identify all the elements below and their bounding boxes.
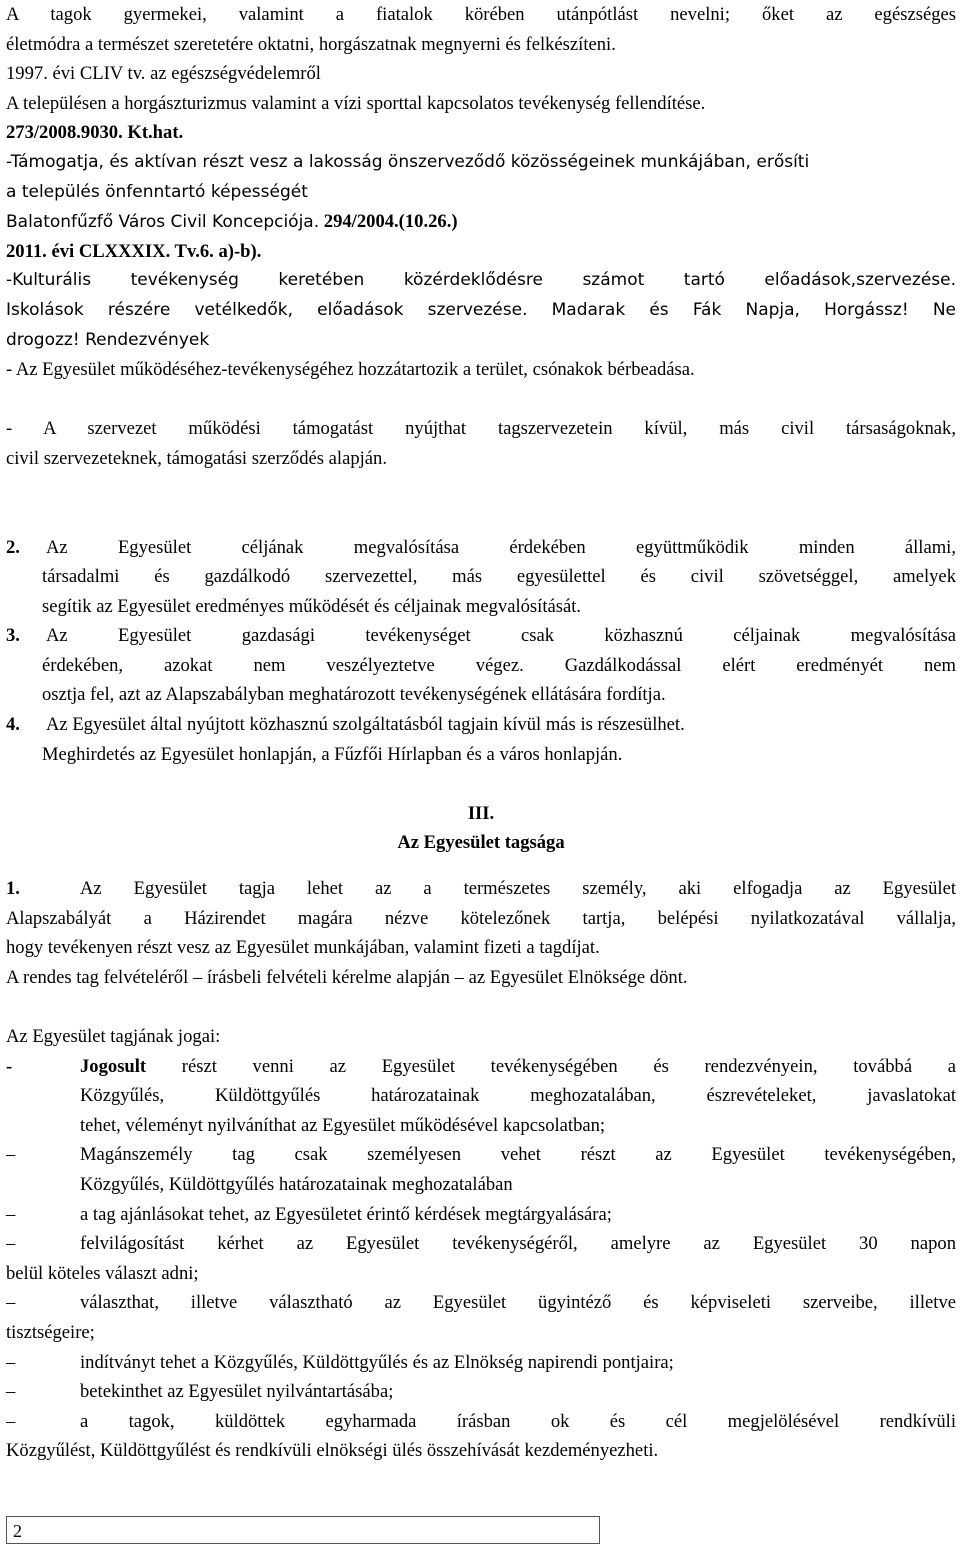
text-line: drogozz! Rendezvények	[6, 329, 210, 350]
text-line: társadalmi és gazdálkodó szervezettel, más egyesülettel és civil szövetséggel, amelyek	[42, 566, 956, 588]
list-dash: –	[6, 1292, 16, 1314]
membership-point-1	[6, 874, 956, 904]
right-text: Magánszemély tag csak személyesen vehet részt az Egyesület tevékenységében,	[80, 1144, 956, 1166]
text-line: - Az Egyesület működéséhez-tevékenységéhez hozzátartozik a terület, csónakok bérbeadása.	[6, 359, 695, 381]
right-item-2	[6, 1140, 956, 1170]
page-number: 2	[13, 1521, 22, 1541]
text-line: életmódra a természet szeretetére oktatni, horgászatnak megnyerni és felkészíteni.	[6, 33, 616, 55]
point-4	[6, 710, 956, 740]
concept-ref	[6, 207, 956, 237]
text-line: Meghirdetés az Egyesület honlapján, a Fűzfői Hírlapban és a város honlapján.	[42, 743, 623, 765]
text-line: -Kulturális tevékenység keretében közérdeklődésre számot tartó előadások,szervezése.	[6, 270, 956, 291]
text-line: Közgyűlés, Küldöttgyűlés határozatainak meghozatalában, észrevételeket, javaslatokat	[80, 1085, 956, 1107]
right-item-1	[6, 1052, 956, 1082]
list-dash: -	[6, 1055, 13, 1077]
page-number-box	[6, 1516, 600, 1544]
right-item-4	[6, 1229, 956, 1259]
right-item-8	[6, 1407, 956, 1437]
text-line: Közgyűlés, Küldöttgyűlés határozatainak meghozatalában	[80, 1173, 513, 1195]
text-line: Közgyűlést, Küldöttgyűlést és rendkívüli elnökségi ülés összehívását kezdeményezheti.	[6, 1440, 659, 1462]
resolution-ref	[6, 118, 956, 148]
text-line: hogy tevékenyen részt vesz az Egyesület munkájában, valamint fizeti a tagdíjat.	[6, 937, 600, 959]
text-line: A rendes tag felvételéről – írásbeli felvételi kérelme alapján – az Egyesület Elnöksége dönt.	[6, 966, 688, 988]
point-3	[6, 621, 956, 651]
text-line: tehet, véleményt nyilváníthat az Egyesület működésével kapcsolatban;	[80, 1114, 606, 1136]
text-line: civil szervezeteknek, támogatási szerződés alapján.	[6, 447, 387, 469]
document-page	[6, 0, 956, 1466]
right-item-7	[6, 1377, 956, 1407]
list-dash: –	[6, 1410, 16, 1432]
right-item-3	[6, 1200, 956, 1230]
section-title	[6, 828, 956, 858]
point-text: Az Egyesület által nyújtott közhasznú szolgáltatásból tagjain kívül más is részesülhet.	[46, 714, 685, 736]
list-dash: –	[6, 1144, 16, 1166]
point-text: Az Egyesület tagja lehet az a természetes személy, aki elfogadja az Egyesület	[80, 878, 956, 900]
list-dash: –	[6, 1203, 16, 1225]
point-text: Az Egyesület céljának megvalósítása érdekében együttműködik minden állami,	[46, 536, 956, 558]
right-text: a tagok, küldöttek egyharmada írásban ok és cél megjelölésével rendkívüli	[80, 1410, 956, 1432]
law-ref	[6, 237, 956, 267]
point-2	[6, 533, 956, 563]
text-line: -Támogatja, és aktívan részt vesz a lakosság önszerveződő közösségeinek munkájában, erősíti	[6, 151, 810, 172]
right-keyword: Jogosult	[80, 1055, 147, 1077]
text-line: érdekében, azokat nem veszélyeztetve végez. Gazdálkodással elért eredményét nem	[42, 654, 956, 676]
point-number: 2.	[6, 536, 20, 558]
right-text: felvilágosítást kérhet az Egyesület tevékenységéről, amelyre az Egyesület 30 napon	[80, 1233, 956, 1255]
right-text: betekinthet az Egyesület nyilvántartásába;	[80, 1381, 394, 1403]
point-number: 1.	[6, 878, 20, 900]
right-text: választhat, illetve választható az Egyesület ügyintéző és képviseleti szerveibe, illetve	[80, 1292, 956, 1314]
right-item-5	[6, 1288, 956, 1318]
section-numeral	[6, 799, 956, 829]
text-line: Iskolások részére vetélkedők, előadások szervezése. Madarak és Fák Napja, Horgássz! Ne	[6, 299, 956, 320]
text-line: A településen a horgászturizmus valamint a vízi sporttal kapcsolatos tevékenység fellendítése.	[6, 92, 706, 114]
list-dash: –	[6, 1381, 16, 1403]
concept-name: Balatonfűzfő Város Civil Koncepciója.	[6, 212, 320, 233]
text-line: osztja fel, azt az Alapszabályban meghatározott tevékenységének ellátására fordítja.	[42, 684, 666, 706]
text-line: tisztségeire;	[6, 1321, 95, 1343]
text-line: 1997. évi CLIV tv. az egészségvédelemről	[6, 63, 321, 85]
point-number: 3.	[6, 625, 20, 647]
text-line: a település önfenntartó képességét	[6, 181, 308, 202]
concept-number: 294/2004.(10.26.)	[319, 211, 458, 233]
right-item-6	[6, 1348, 956, 1378]
point-text: Az Egyesület gazdasági tevékenységet csak közhasznú céljainak megvalósítása	[46, 625, 956, 647]
right-text: a tag ajánlásokat tehet, az Egyesületet érintő kérdések megtárgyalására;	[80, 1203, 612, 1225]
resolution-number: 273/2008.9030. Kt.hat.	[6, 122, 184, 144]
text-line: Alapszabályát a Házirendet magára nézve kötelezőnek tartja, belépési nyilatkozatával vállalja,	[6, 907, 956, 929]
section-numeral-text: III.	[467, 802, 495, 824]
list-dash: –	[6, 1233, 16, 1255]
list-dash: –	[6, 1351, 16, 1373]
text-line: segítik az Egyesület eredményes működését és céljainak megvalósítását.	[42, 595, 582, 617]
point-number: 4.	[6, 714, 20, 736]
text-line: A tagok gyermekei, valamint a fiatalok körében utánpótlást nevelni; őket az egészséges	[6, 4, 956, 25]
section-title-text: Az Egyesület tagsága	[397, 832, 565, 854]
right-text: indítványt tehet a Közgyűlés, Küldöttgyűlés és az Elnökség napirendi pontjaira;	[80, 1351, 674, 1373]
law-number: 2011. évi CLXXXIX. Tv.6. a)-b).	[6, 240, 262, 262]
text-line: - A szervezet működési támogatást nyújthat tagszervezetein kívül, más civil társaságoknak,	[6, 418, 956, 440]
text-line: belül köteles választ adni;	[6, 1262, 199, 1284]
right-text: részt venni az Egyesület tevékenységében és rendezvényein, továbbá a	[146, 1055, 956, 1077]
rights-heading: Az Egyesület tagjának jogai:	[6, 1026, 221, 1047]
